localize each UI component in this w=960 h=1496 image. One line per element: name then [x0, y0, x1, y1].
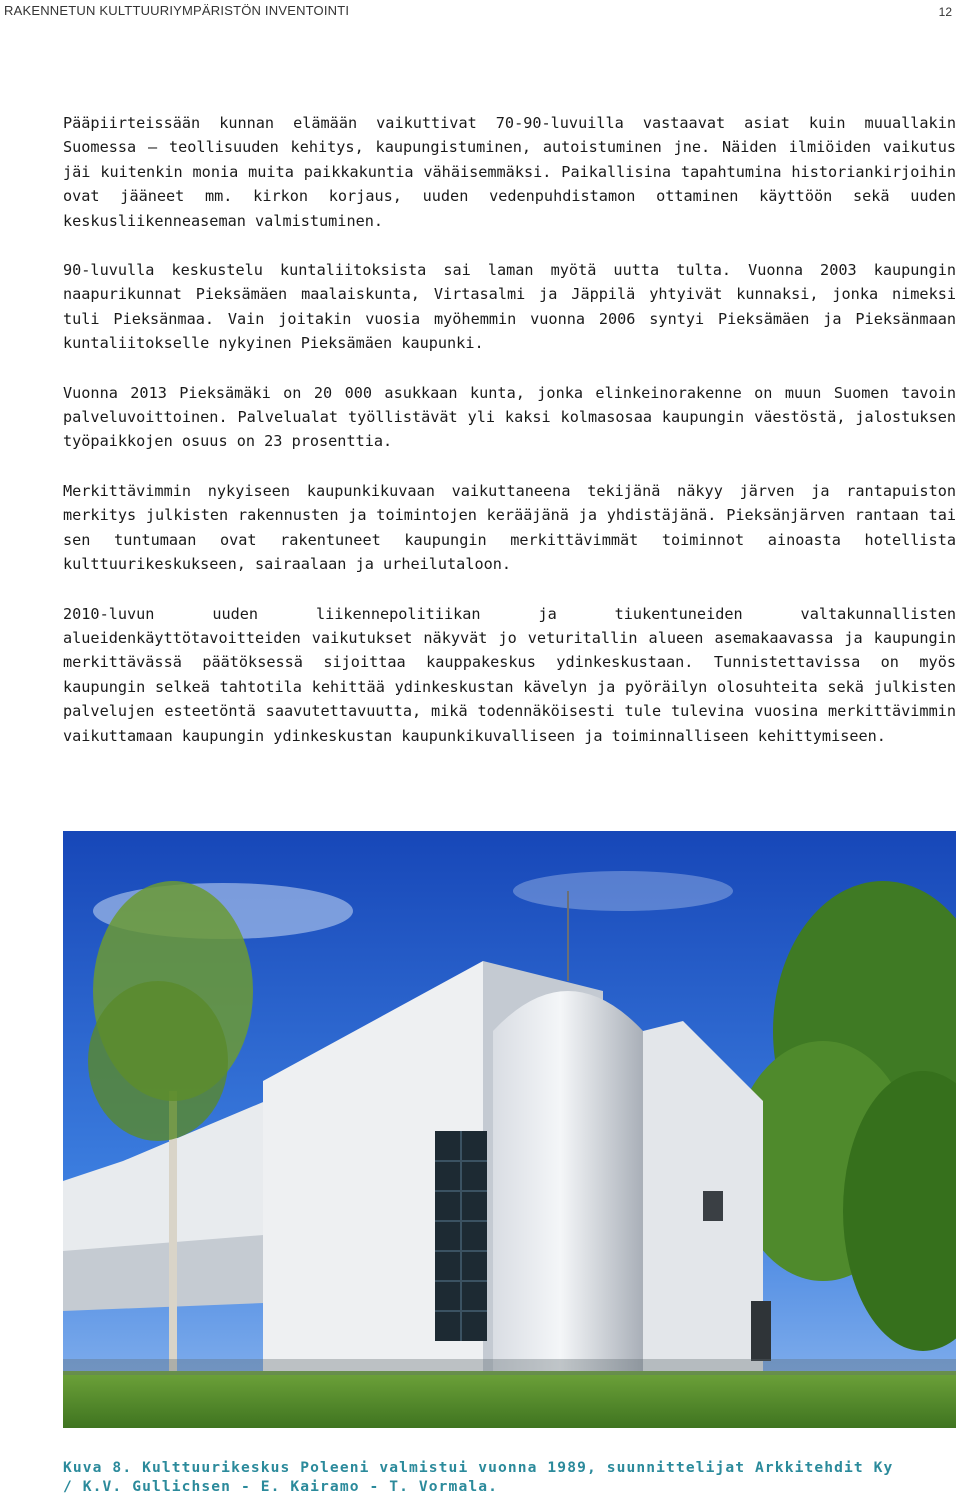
- building-photo: [63, 831, 956, 1428]
- paragraph-2: 90-luvulla keskustelu kuntaliitoksista sai laman myötä uutta tulta. Vuonna 2003 kaupungin naapurikunnat Pieksämäen maalaiskunta, Virtasalmi ja Jäppilä yhtyivät kunnaksi, jonka nimeksi tuli Pieksänmaa. Vain joitakin vuosia myöhemmin vuonna 2006 syntyi Pieksämäen ja Pieksänmaan kuntaliitokselle nykyinen Pieksämäen kaupunki.: [63, 261, 956, 353]
- paragraph-1: Pääpiirteissään kunnan elämään vaikuttivat 70-90-luvuilla vastaavat asiat kuin muuallakin Suomessa – teollisuuden kehitys, kaupungistuminen, autoistuminen jne. Näiden ilmiöiden vaikutus jäi kuitenkin monia muita paikkakuntia vähäisemmäksi. Paikallisina tapahtumina historiankirjoihin ovat jääneet mm. kirkon korjaus, uuden vedenpuhdistamon ottaminen käyttöön sekä uuden keskusliikenneaseman valmistuminen.: [63, 114, 956, 230]
- paragraph-5: 2010-luvun uuden liikennepolitiikan ja tiukentuneiden valtakunnallisten alueidenkäyttötavoitteiden vaikutukset näkyvät jo veturitallin alueen asemakaavassa ja kaupungin merkittävässä päätöksessä sijoittaa kauppakeskus ydinkeskustaan. Tunnistettavissa on myös kaupungin selkeä tahtotila kehittää ydinkeskustan kävelyn ja pyöräilyn olosuhteita sekä julkisten palvelujen esteetöntä saavutettavuutta, mikä todennäköisesti tule tulevina vuosina merkittävimmin vaikuttamaan kaupungin ydinkeskustan kaupunkikuvalliseen ja toiminnalliseen kehittymiseen.: [63, 604, 956, 745]
- page-number: 12: [938, 5, 952, 19]
- body-text: [63, 111, 956, 773]
- figure-caption: Kuva 8. Kulttuurikeskus Poleeni valmistui vuonna 1989, suunnittelijat Arkkitehdit Ky / K.V. Gullichsen - E. Kairamo - T. Vormala.: [63, 1459, 894, 1495]
- page-header: [0, 0, 960, 24]
- paragraph-3: Vuonna 2013 Pieksämäki on 20 000 asukkaan kunta, jonka elinkeinorakenne on muun Suomen tavoin palveluvoittoinen. Palvelualat työllistävät yli kaksi kolmasosaa kaupungin väestöstä, jalostuksen työpaikkojen osuus on 23 prosenttia.: [63, 383, 956, 451]
- running-header-title: RAKENNETUN KULTTUURIYMPÄRISTÖN INVENTOINTI: [4, 3, 350, 18]
- paragraph-4: Merkittävimmin nykyiseen kaupunkikuvaan vaikuttaneena tekijänä näkyy järven ja rantapuiston merkitys julkisten rakennusten ja toimintojen kerääjänä ja yhdistäjänä. Pieksänjärven rantaan tai sen tuntumaan ovat rakentuneet kaupungin merkittävimmät toiminnot ainoasta hotellista kulttuurikeskukseen, sairaalaan ja urheilutaloon.: [63, 481, 956, 574]
